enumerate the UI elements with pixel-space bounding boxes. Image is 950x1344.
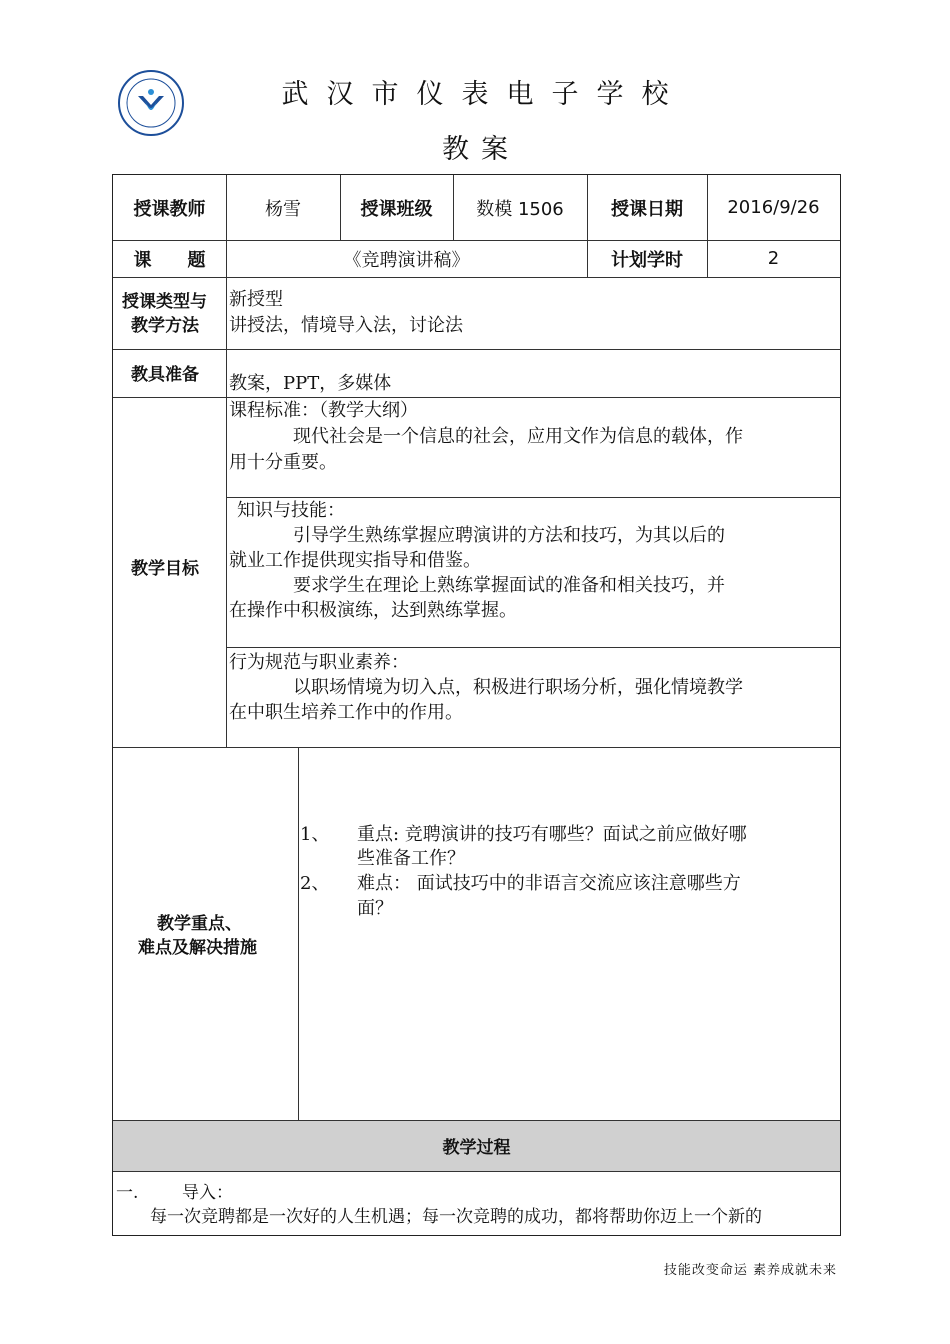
intro-label: 导入：: [182, 1183, 233, 1203]
row-divider: [113, 277, 840, 278]
footer-slogan: 技能改变命运 素养成就未来: [663, 1263, 837, 1278]
method-label-line2: 教学方法: [131, 316, 199, 336]
row-divider: [113, 1171, 840, 1172]
teacher-label: 授课教师: [133, 198, 206, 220]
tools-label: 教具准备: [131, 365, 199, 385]
process-heading: 教学过程: [442, 1138, 511, 1158]
keypoints-label-line1: 教学重点、: [157, 914, 242, 934]
date-label: 授课日期: [611, 198, 683, 220]
method-label-line1: 授课类型与: [122, 292, 207, 312]
hours-label: 计划学时: [611, 249, 683, 271]
keypoint-2-number: 2、: [300, 873, 330, 894]
keypoint-1-line1: 重点: 竞聘演讲的技巧有哪些？面试之前应做好哪: [357, 824, 747, 845]
standard-text-line2: 用十分重要。: [229, 452, 337, 473]
keypoint-2-line2: 面？: [357, 898, 393, 919]
behavior-text-line1: 以职场情境为切入点，积极进行职场分析，强化情境教学: [293, 677, 743, 698]
keypoints-label-line2: 难点及解决措施: [138, 938, 257, 958]
teaching-tools: 教案，PPT，多媒体: [229, 373, 392, 394]
lesson-plan-table: [112, 174, 841, 1236]
behavior-text-line2: 在中职生培养工作中的作用。: [229, 702, 463, 723]
document-title: 教案: [442, 134, 520, 165]
row-divider: [226, 647, 840, 648]
skill-text-line4: 在操作中积极演练，达到熟练掌握。: [229, 600, 517, 621]
skill-text-line1: 引导学生熟练掌握应聘演讲的方法和技巧，为其以后的: [293, 525, 725, 546]
row-divider: [113, 349, 840, 350]
skill-heading: 知识与技能：: [237, 500, 345, 521]
row-divider: [113, 747, 840, 748]
column-divider: [298, 747, 299, 1120]
lesson-date: 2016/9/26: [727, 197, 820, 218]
class-label: 授课班级: [360, 198, 433, 220]
lesson-topic: 《竞聘演讲稿》: [343, 249, 470, 271]
skill-text-line2: 就业工作提供现实指导和借鉴。: [229, 550, 481, 571]
keypoint-2-line1: 难点： 面试技巧中的非语言交流应该注意哪些方: [357, 873, 741, 894]
intro-text-line1: 每一次竞聘都是一次好的人生机遇；每一次竞聘的成功，都将帮助你迈上一个新的: [150, 1207, 762, 1227]
planned-hours: 2: [767, 248, 780, 269]
row-divider: [113, 397, 840, 398]
standard-heading: 课程标准：（教学大纲）: [229, 400, 418, 421]
school-name: 武汉市仪表电子学校: [281, 79, 687, 110]
class-name: 数模 1506: [476, 198, 564, 220]
keypoint-1-number: 1、: [300, 824, 330, 845]
keypoint-1-line2: 些准备工作？: [357, 848, 465, 869]
objectives-label: 教学目标: [131, 559, 199, 579]
lesson-type: 新授型: [229, 289, 283, 310]
skill-text-line3: 要求学生在理论上熟练掌握面试的准备和相关技巧，并: [293, 575, 725, 596]
standard-text-line1: 现代社会是一个信息的社会，应用文作为信息的载体，作: [293, 426, 743, 447]
teaching-methods: 讲授法，情境导入法，讨论法: [229, 315, 463, 336]
teacher-name: 杨雪: [265, 198, 301, 220]
topic-label: 课 题: [133, 249, 206, 271]
behavior-heading: 行为规范与职业素养：: [229, 652, 409, 673]
intro-number: 一.: [116, 1183, 139, 1203]
